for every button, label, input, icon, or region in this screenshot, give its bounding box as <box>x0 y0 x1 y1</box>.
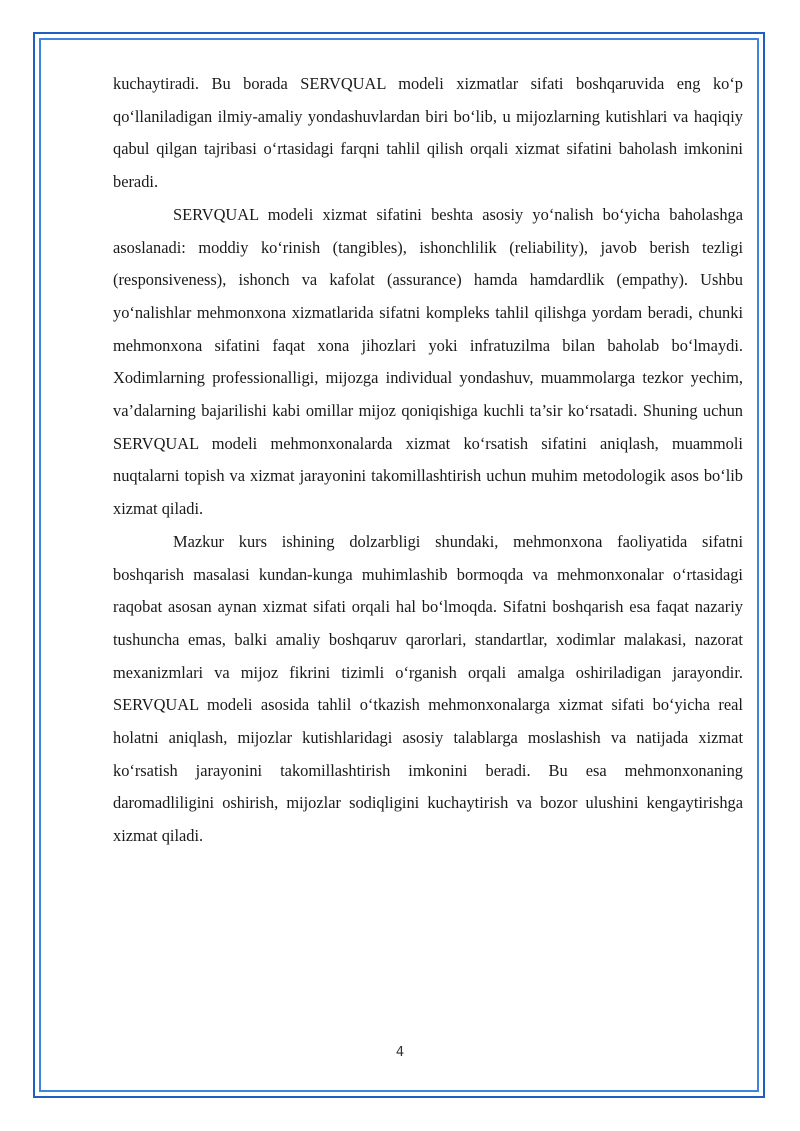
paragraph-relevance: Mazkur kurs ishining dolzarbligi shundaki, mehmonxona faoliyatida sifatni boshqarish masalasi kundan-kunga muhimlashib bormoqda va mehmonxonalar o‘rtasidagi raqobat asosan aynan xizmat sifati orqali hal bo‘lmoqda. Sifatni boshqarish esa faqat nazariy tushuncha emas, balki amaliy boshqaruv qarorlari, standartlar, xodimlar malakasi, nazorat mexanizmlari va mijoz fikrini tizimli o‘rganish orqali amalga oshiriladigan jarayondir. SERVQUAL modeli asosida tahlil o‘tkazish mehmonxonalarga xizmat sifati bo‘yicha real holatni aniqlash, mijozlar kutishlaridagi asosiy talablarga moslashish va natijada xizmat ko‘rsatish jarayonini takomillashtirish imkonini beradi. Bu esa mehmonxonaning daromadliligini oshirish, mijozlar sodiqligini kuchaytirish va bozor ulushini kengaytirishga xizmat qiladi. <box>113 531 743 846</box>
paragraph-servqual-dimensions: SERVQUAL modeli xizmat sifatini beshta asosiy yo‘nalish bo‘yicha baholashga asoslanadi: moddiy ko‘rinish (tangibles), ishonchlilik (reliability), javob berish tezligi (responsiveness), ishonch va kafolat (assurance) hamda hamdardlik (empathy). Ushbu yo‘nalishlar mehmonxona xizmatlarida sifatni kompleks tahlil qilishga yordam beradi, chunki mehmonxona sifatini faqat xona jihozlari yoki infratuzilma bilan baholab bo‘lmaydi. Xodimlarning professionalligi, mijozga individual yondashuv, muammolarga tezkor yechim, va’dalarning bajarilishi kabi omillar mijoz qoniqishiga kuchli ta’sir ko‘rsatadi. Shuning uchun SERVQUAL modeli mehmonxonalarda xizmat ko‘rsatish sifatini aniqlash, muammoli nuqtalarni topish va xizmat jarayonini takomillashtirish uchun muhim metodologik asos bo‘lib xizmat qiladi. <box>113 204 743 519</box>
body-text <box>113 68 743 853</box>
paragraph-continuation: kuchaytiradi. Bu borada SERVQUAL modeli xizmatlar sifati boshqaruvida eng ko‘p qo‘llaniladigan ilmiy-amaliy yondashuvlardan biri bo‘lib, u mijozlarning kutishlari va haqiqiy qabul qilgan tajribasi o‘rtasidagi farqni tahlil qilish orqali xizmat sifatini baholash imkonini beradi. <box>113 74 743 192</box>
page-number: 4 <box>395 1045 405 1060</box>
